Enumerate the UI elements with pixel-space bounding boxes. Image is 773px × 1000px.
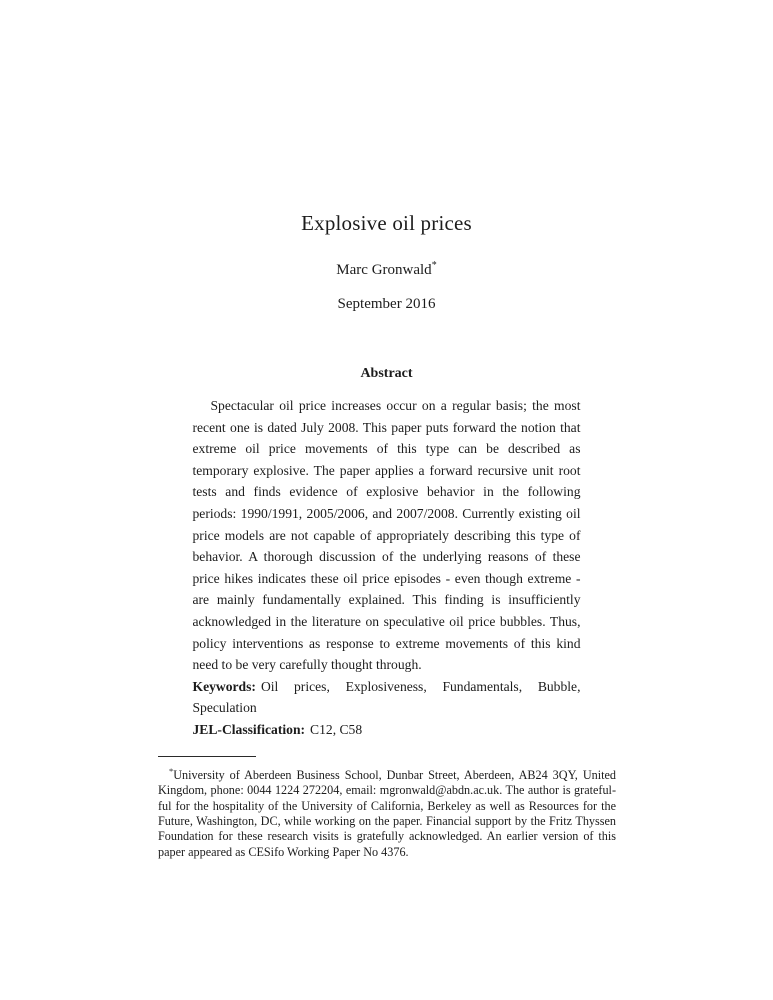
- footnote-rule: [158, 756, 256, 757]
- abstract-body: Spectacular oil price increases occur on a regular basis; the most recent one is dated July 2008. This paper puts forward the notion that extreme oil price movements of this type can be described as temporary explosive. The paper applies a forward recursive unit root tests and finds evidence of explosive behavior in the following periods: 1990/1991, 2005/2006, and 2007/2008. Currently existing oil price models are not capable of appropriately describing this type of behavior. A thorough discussion of the underlying reasons of these price hikes indicates these oil price episodes - even though extreme - are mainly fundamentally explained. This finding is insufficiently acknowledged in the literature on speculative oil price bubbles. Thus, policy interventions as response to extreme movements of this kind need to be very carefully thought through.: [192, 398, 581, 673]
- paper-title-text: Explosive oil prices: [301, 211, 472, 235]
- footnote-section: [158, 756, 616, 860]
- date-line: September 2016: [337, 296, 436, 312]
- jel-label: JEL-Classification:: [192, 721, 306, 737]
- jel-line: [193, 719, 581, 741]
- keywords-label: Keywords:: [192, 678, 256, 694]
- footnote-marker: *: [169, 766, 174, 776]
- footnote-text: [158, 764, 616, 860]
- author-footnote-marker: *: [431, 260, 437, 271]
- keywords-line: [193, 676, 581, 719]
- abstract-heading: Abstract: [360, 366, 413, 381]
- author-line: [0, 260, 773, 279]
- keywords-value: Oil prices, Explosiveness, Fundamentals, Bubble, Speculation: [192, 678, 581, 716]
- paper-title: [0, 0, 773, 236]
- abstract-section: [193, 366, 581, 741]
- jel-value: C12, C58: [310, 721, 363, 737]
- footnote-body: University of Aberdeen Business School, Dunbar Street, Aberdeen, AB24 3QY, United Kingdom, phone: 0044 1224 272204, email: mgronwald@abdn.ac.uk. The author is grateful-ful for the hospitality of the University of California, Berkeley as well as Resources for the Future, Washington, DC, while working on the paper. Financial support by the Fritz Thyssen Foundation for these research visits is gratefully acknowledged. An earlier version of this paper appeared as CESifo Working Paper No 4376.: [158, 768, 616, 859]
- author-name: Marc Gronwald: [336, 262, 432, 278]
